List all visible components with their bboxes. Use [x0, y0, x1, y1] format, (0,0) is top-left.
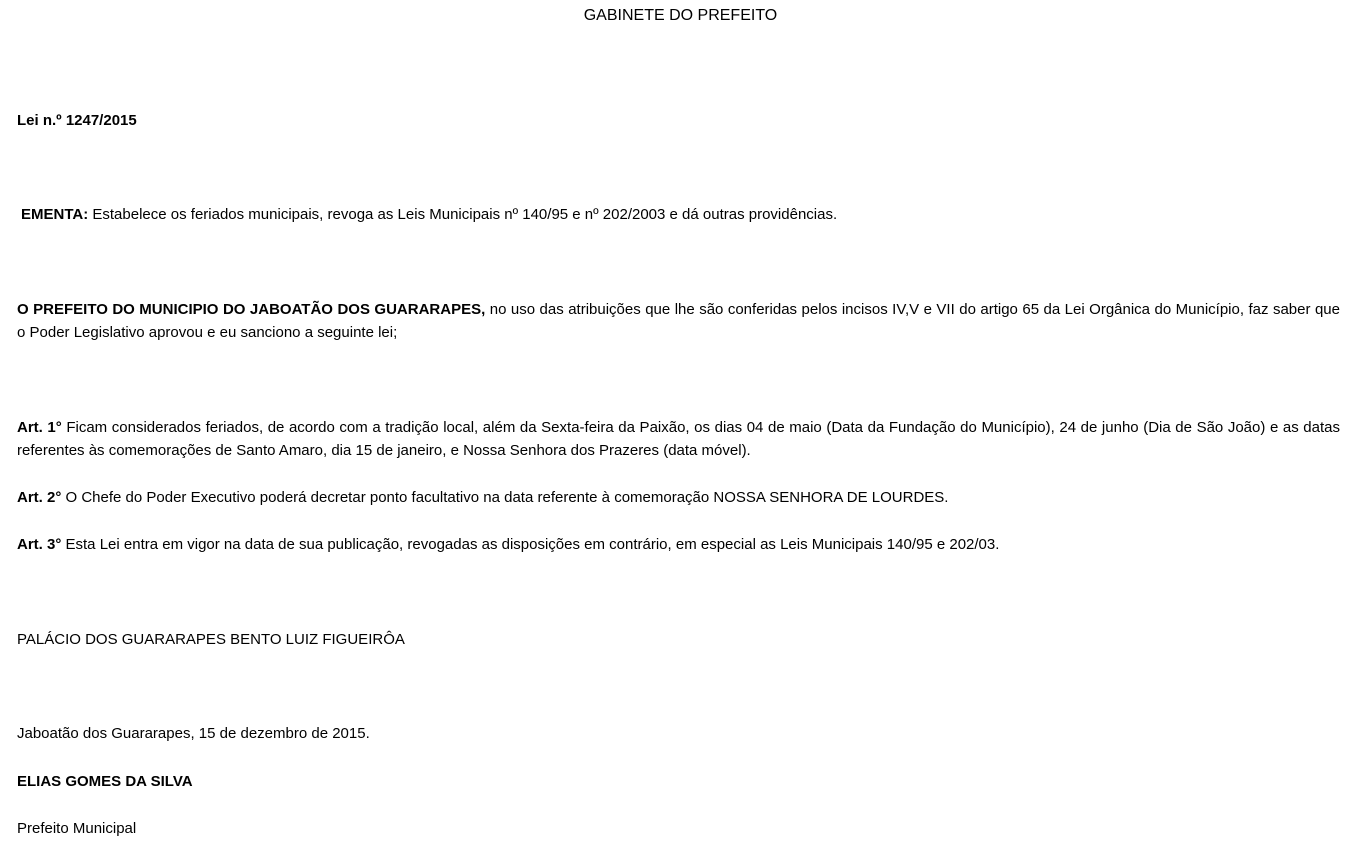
article-2-text: O Chefe do Poder Executivo poderá decretar ponto facultativo na data referente à comemoração NOSSA SENHORA DE LOURDES. — [61, 489, 949, 506]
article-1 — [17, 416, 1340, 462]
signer-name-text: ELIAS GOMES DA SILVA — [17, 773, 193, 790]
page-title: GABINETE DO PREFEITO — [583, 7, 778, 24]
law-number — [17, 109, 137, 132]
law-number-text: Lei n.º 1247/2015 — [17, 112, 137, 129]
signer-name — [17, 770, 193, 793]
article-1-label: Art. 1° — [17, 419, 62, 436]
article-2-label: Art. 2° — [17, 489, 62, 506]
palace-name: PALÁCIO DOS GUARARAPES BENTO LUIZ FIGUEIRÔA — [17, 631, 405, 648]
ementa — [21, 203, 837, 226]
article-1-text: Ficam considerados feriados, de acordo com a tradição local, além da Sexta-feira da Paixão, os dias 04 de maio (Data da Fundação do Município), 24 de junho (Dia de São João) e as datas referentes às comemorações de Santo Amaro, dia 15 de janeiro, e Nossa Senhora dos Prazeres (data móvel). — [17, 419, 1340, 459]
preamble-bold: O PREFEITO DO MUNICIPIO DO JABOATÃO DOS GUARARAPES, — [17, 301, 486, 318]
ementa-text: Estabelece os feriados municipais, revoga as Leis Municipais nº 140/95 e nº 202/2003 e dá outras providências. — [88, 206, 838, 223]
preamble-text: no uso das atribuições que lhe são conferidas pelos incisos IV,V e VII do artigo 65 da Lei Orgânica do Município, faz saber que o Poder Legislativo aprovou e eu sanciono a seguinte lei; — [17, 301, 1340, 341]
ementa-label: EMENTA: — [21, 206, 89, 223]
signing-date: Jaboatão dos Guararapes, 15 de dezembro de 2015. — [17, 725, 370, 742]
article-3-label: Art. 3° — [17, 536, 62, 553]
article-2 — [17, 486, 948, 509]
preamble — [17, 298, 1340, 344]
signer-title: Prefeito Municipal — [17, 820, 137, 837]
article-3-text: Esta Lei entra em vigor na data de sua publicação, revogadas as disposições em contrário, em especial as Leis Municipais 140/95 e 202/03. — [61, 536, 1000, 553]
article-3 — [17, 533, 999, 556]
